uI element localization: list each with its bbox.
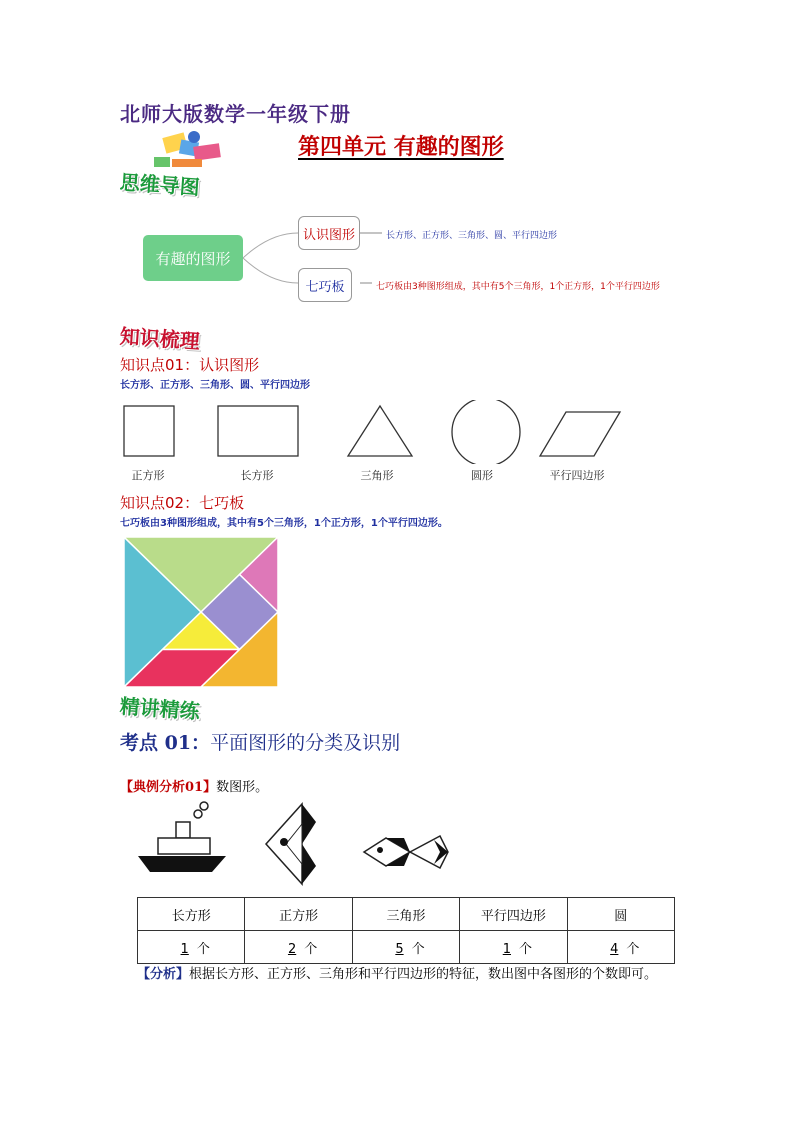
parallelogram-shape <box>540 412 620 456</box>
label-square: 正方形 <box>131 469 165 482</box>
answer-unit: 个 <box>304 941 318 957</box>
example-text: 数图形。 <box>216 780 269 795</box>
mindmap-leaf-shapes: 长方形、正方形、三角形、圆、平行四边形 <box>386 231 558 241</box>
table-answer-cell <box>567 931 674 964</box>
table-header: 正方形 <box>245 898 352 931</box>
analysis-tag: 【分析】 <box>137 967 190 982</box>
knowledge-point-2-title: 知识点02：七巧板 <box>120 494 245 512</box>
study-clipart-icon <box>150 127 226 171</box>
circle-shape <box>452 400 520 464</box>
mindmap-node-recognize-shapes: 认识图形 <box>298 216 360 250</box>
count-table <box>137 897 675 964</box>
answer-value: 1 <box>502 941 511 957</box>
knowledge-point-2-subtitle: 七巧板由3种图形组成，其中有5个三角形，1个正方形，1个平行四边形。 <box>120 518 448 529</box>
analysis-paragraph <box>137 962 677 988</box>
triangle-shape <box>348 406 412 456</box>
example-line <box>120 776 268 795</box>
answer-unit: 个 <box>519 941 533 957</box>
label-rectangle: 长方形 <box>240 469 274 482</box>
knowledge-heading: 知识梳理 <box>119 324 201 354</box>
answer-value: 2 <box>287 941 297 957</box>
fish-drawing <box>364 836 448 868</box>
answer-value: 5 <box>395 941 404 957</box>
answer-value: 4 <box>610 941 619 957</box>
answer-unit: 个 <box>626 941 640 957</box>
tangram-figure <box>124 537 278 687</box>
table-answer-cell <box>352 931 459 964</box>
practice-heading: 精讲精练 <box>119 694 201 724</box>
counting-figure <box>134 800 454 886</box>
label-circle: 圆形 <box>471 469 493 482</box>
square-shape <box>124 406 174 456</box>
table-answer-row <box>138 931 675 964</box>
book-title: 北师大版数学一年级下册 <box>120 102 351 126</box>
kaodian-heading <box>120 728 400 755</box>
mindmap-leaf-tangram: 七巧板由3种图形组成，其中有5个三角形，1个正方形，1个平行四边形 <box>376 282 660 292</box>
triangle-fish-drawing <box>266 804 316 884</box>
table-header: 圆 <box>567 898 674 931</box>
knowledge-point-1-subtitle: 长方形、正方形、三角形、圆、平行四边形 <box>120 380 310 391</box>
label-triangle: 三角形 <box>360 469 394 482</box>
label-parallelogram: 平行四边形 <box>549 469 605 482</box>
answer-value: 1 <box>180 941 189 957</box>
table-header: 平行四边形 <box>460 898 567 931</box>
knowledge-point-1-title: 知识点01：认识图形 <box>120 356 260 374</box>
rectangle-shape <box>218 406 298 456</box>
example-tag: 【典例分析01】 <box>120 780 217 795</box>
analysis-text: 根据长方形、正方形、三角形和平行四边形的特征，数出图中各图形的个数即可。 <box>189 967 658 982</box>
table-answer-cell <box>138 931 245 964</box>
mindmap-node-tangram: 七巧板 <box>298 268 352 302</box>
unit-title: 第四单元 有趣的图形 <box>298 134 504 160</box>
answer-unit: 个 <box>196 941 210 957</box>
boat-drawing <box>138 802 226 872</box>
kaodian-label: 考点 01： <box>120 732 211 754</box>
table-answer-cell <box>460 931 567 964</box>
table-header: 长方形 <box>138 898 245 931</box>
table-answer-cell <box>245 931 352 964</box>
table-header: 三角形 <box>352 898 459 931</box>
basic-shapes-figure <box>118 400 628 464</box>
answer-unit: 个 <box>411 941 425 957</box>
kaodian-text: 平面图形的分类及识别 <box>210 732 401 754</box>
table-header-row <box>138 898 675 931</box>
mindmap-heading: 思维导图 <box>119 170 201 200</box>
mindmap-center-node: 有趣的图形 <box>143 235 243 281</box>
